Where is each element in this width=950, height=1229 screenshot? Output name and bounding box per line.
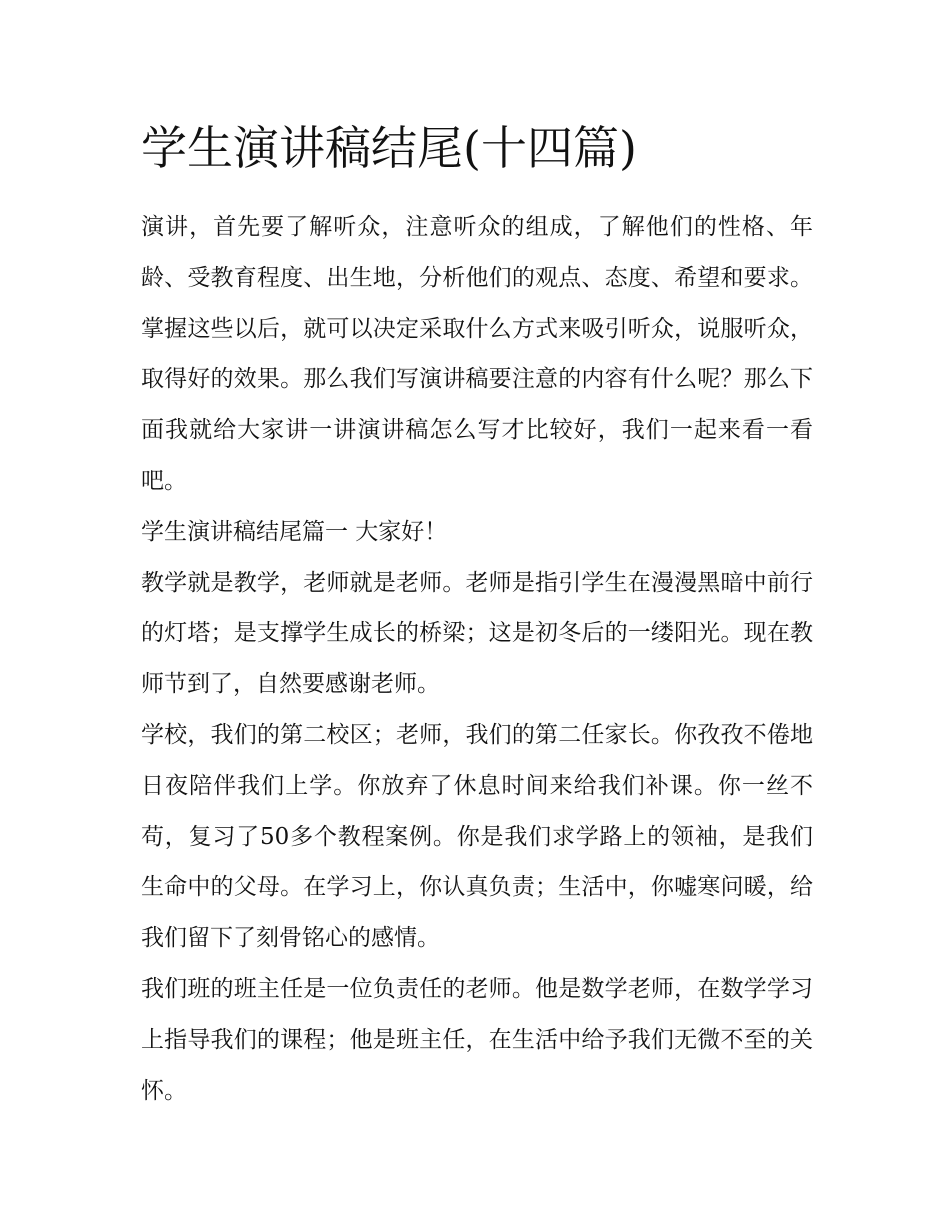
paragraph-head-teacher: 我们班的班主任是一位负责任的老师。他是数学老师，在数学学习上指导我们的课程；他是班主任，在生活中给予我们无微不至的关怀。 bbox=[141, 975, 813, 1104]
paragraph-teaching: 教学就是教学，老师就是老师。老师是指引学生在漫漫黑暗中前行的灯塔；是支撑学生成长的桥梁；这是初冬后的一缕阳光。现在教师节到了，自然要感谢老师。 bbox=[141, 569, 813, 698]
document-title: 学生演讲稿结尾(十四篇) bbox=[141, 121, 637, 175]
document-body bbox=[141, 112, 813, 1116]
paragraph-section-heading: 学生演讲稿结尾篇一 大家好！ bbox=[141, 518, 448, 545]
paragraph-school: 学校，我们的第二校区；老师，我们的第二任家长。你孜孜不倦地日夜陪伴我们上学。你放弃了休息时间来给我们补课。你一丝不苟，复习了50多个教程案例。你是我们求学路上的领袖，是我们生命中的父母。在学习上，你认真负责；生活中，你嘘寒问暖，给我们留下了刻骨铭心的感情。 bbox=[141, 721, 813, 952]
paragraph-intro: 演讲，首先要了解听众，注意听众的组成，了解他们的性格、年龄、受教育程度、出生地，分析他们的观点、态度、希望和要求。掌握这些以后，就可以决定采取什么方式来吸引听众，说服听众，取得好的效果。那么我们写演讲稿要注意的内容有什么呢？那么下面我就给大家讲一讲演讲稿怎么写才比较好，我们一起来看一看吧。 bbox=[141, 214, 813, 494]
